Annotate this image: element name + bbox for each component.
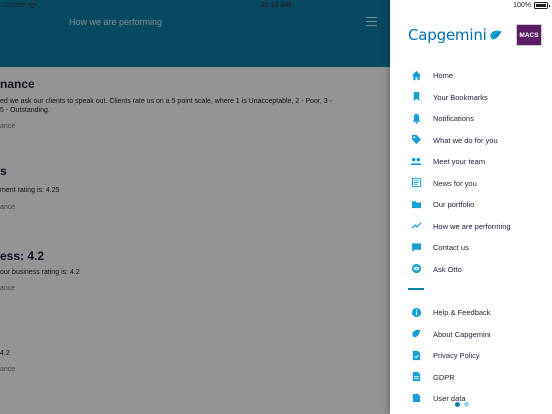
battery-icon <box>534 2 548 9</box>
people-icon <box>410 155 422 167</box>
menu-item-label: Help & Feedback <box>433 308 491 317</box>
section-title: nance <box>0 77 35 91</box>
section-link[interactable]: ance <box>0 204 16 211</box>
menu-item-label: Ask Otto <box>433 264 462 274</box>
macs-logo: MACS <box>516 24 542 46</box>
page-title: How we are performing <box>69 17 163 27</box>
battery-indicator <box>513 2 548 9</box>
capgemini-logo <box>408 26 503 44</box>
menu-item-gdpr[interactable] <box>390 367 552 387</box>
section-title: s <box>0 164 7 178</box>
info-icon <box>410 306 422 318</box>
section-link[interactable]: ance <box>0 123 16 130</box>
menu-item-label: Privacy Policy <box>433 351 480 360</box>
menu-divider <box>408 288 424 290</box>
folder-icon <box>410 198 422 210</box>
menu-item-ask-otto[interactable] <box>390 259 552 279</box>
section-text: our business rating is: 4.2 <box>0 269 80 276</box>
menu-item-bookmarks[interactable] <box>390 87 552 107</box>
menu-item-about[interactable] <box>390 324 552 344</box>
section-link[interactable]: ance <box>0 285 16 292</box>
menu-item-label: What we do for you <box>433 135 498 145</box>
page-dot-active <box>455 402 460 407</box>
bell-icon <box>410 112 422 124</box>
menu-item-help[interactable] <box>390 302 552 322</box>
otto-icon <box>410 263 422 275</box>
page-indicator <box>455 402 469 407</box>
carrier-label: Carrier <box>4 2 26 9</box>
user-doc-icon <box>410 392 422 402</box>
navigation-drawer <box>390 0 552 414</box>
menu-item-label: About Capgemini <box>433 329 491 339</box>
menu-item-label: Notifications <box>433 114 474 123</box>
bookmark-icon <box>410 91 422 103</box>
menu-item-label: Home <box>433 71 454 80</box>
document-check-icon <box>410 349 422 361</box>
section-link[interactable]: ance <box>0 366 16 373</box>
spade-icon <box>410 328 422 340</box>
status-time: 11:13 AM <box>260 2 292 9</box>
menu-item-label: How we are performing <box>433 221 511 231</box>
menu-item-performing[interactable] <box>390 216 552 236</box>
brand-wordmark: Capgemini <box>408 26 487 44</box>
section-text: 4.2 <box>0 350 10 357</box>
section-title: ess: 4.2 <box>0 249 45 263</box>
menu-item-what-we-do[interactable] <box>390 130 552 150</box>
menu-item-team[interactable] <box>390 151 552 171</box>
chat-icon <box>410 241 422 253</box>
menu-item-label: News for you <box>433 178 477 188</box>
newspaper-icon <box>410 177 422 189</box>
menu-item-notifications[interactable] <box>390 108 552 128</box>
home-icon <box>410 69 422 81</box>
status-bar <box>0 0 552 12</box>
menu-item-news[interactable] <box>390 173 552 193</box>
menu-item-label: Meet your team <box>433 157 486 166</box>
section-text: ment rating is: 4.25 <box>0 187 60 194</box>
menu-item-label: User data <box>433 394 466 402</box>
page-dot <box>464 402 469 407</box>
tag-icon <box>410 134 422 146</box>
menu-item-label: Contact us <box>433 243 469 252</box>
section-text: 5 - Outstanding. <box>0 107 50 114</box>
menu-item-privacy[interactable] <box>390 345 552 365</box>
menu-item-user-data[interactable] <box>390 388 552 402</box>
battery-percent: 100% <box>513 2 531 9</box>
menu-item-home[interactable] <box>390 65 552 85</box>
trend-icon <box>410 220 422 232</box>
spade-icon <box>489 29 503 41</box>
menu-item-label: GDPR <box>433 372 455 382</box>
menu-item-contact[interactable] <box>390 237 552 257</box>
menu-item-label: Your Bookmarks <box>433 92 488 102</box>
menu-item-portfolio[interactable] <box>390 194 552 214</box>
document-icon <box>410 371 422 383</box>
section-text: ed we ask our clients to speak out. Clients rate us on a 5 point scale, where 1 is Unacceptable, 2 - Poor, 3 - <box>0 98 332 105</box>
menu-item-label: Our portfolio <box>433 200 475 209</box>
